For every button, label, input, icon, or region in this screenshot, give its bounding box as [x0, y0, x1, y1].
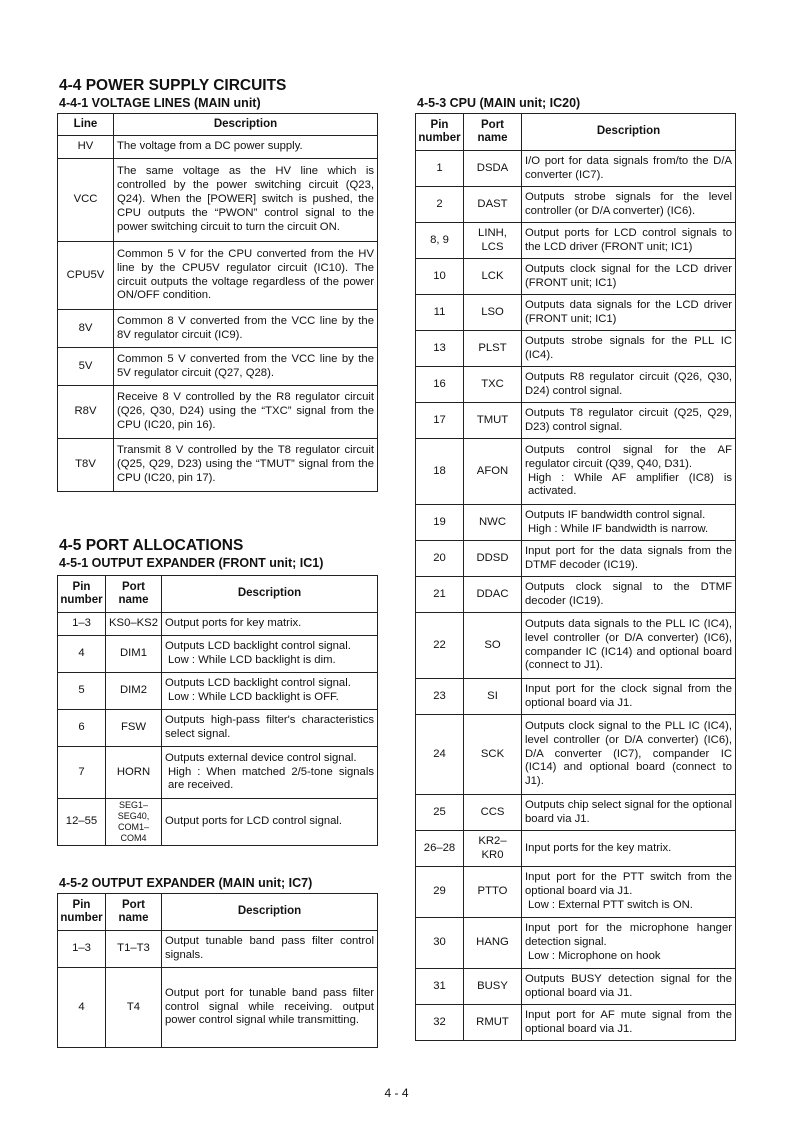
description-cell: [522, 715, 736, 795]
description-cell: [522, 795, 736, 831]
table-row: [416, 439, 736, 505]
cpu-ports-table: [415, 113, 736, 1041]
table-row: [416, 187, 736, 223]
pin-cell: 24: [416, 715, 464, 795]
description-text: Output ports for key matrix.: [165, 617, 302, 630]
description-text: Outputs LCD backlight control signal.: [165, 677, 351, 690]
description-cell: [522, 867, 736, 918]
table-row: [416, 505, 736, 541]
description-cell: [522, 403, 736, 439]
table-row: [58, 242, 378, 310]
table-row: [58, 310, 378, 348]
subsection-title-voltage-lines: 4-4-1 VOLTAGE LINES (MAIN unit): [59, 96, 261, 110]
pin-cell: 19: [416, 505, 464, 541]
table-row: [58, 136, 378, 159]
description-note: Low : While LCD backlight is OFF.: [168, 691, 339, 703]
table-row: [416, 403, 736, 439]
line-cell: VCC: [58, 159, 114, 242]
description-cell: [522, 259, 736, 295]
section-title-port-allocations: 4-5 PORT ALLOCATIONS: [59, 537, 244, 554]
pin-cell: 17: [416, 403, 464, 439]
description-cell: Receive 8 V controlled by the R8 regulator circuit (Q26, Q30, D24) using the “TXC” signal from the CPU (IC20, pin 16).: [114, 386, 378, 439]
description-cell: Common 5 V for the CPU converted from the HV line by the CPU5V regulator circuit (IC10). The circuit outputs the voltage regardless of the power ON/OFF condition.: [114, 242, 378, 310]
table-row: [58, 747, 378, 799]
table-row: [416, 613, 736, 679]
description-note: High : While AF amplifier (IC8) is activated.: [528, 471, 732, 498]
subsection-title-main-expander: 4-5-2 OUTPUT EXPANDER (MAIN unit; IC7): [59, 876, 313, 890]
table-row: [416, 577, 736, 613]
pin-cell: 18: [416, 439, 464, 505]
table-row: [416, 969, 736, 1005]
table-row: [416, 867, 736, 918]
port-cell: DIM2: [106, 673, 162, 710]
pin-cell: 8, 9: [416, 223, 464, 259]
description-text: Outputs clock signal to the PLL IC (IC4), level controller (or D/A converter) (IC6), D/A converter (IC7), compander IC (IC14) and optional board (connect to J1).: [525, 719, 732, 788]
pin-cell: 7: [58, 747, 106, 799]
header-pin-number: Pin number: [58, 576, 106, 613]
description-note: High : While IF bandwidth is narrow.: [528, 522, 709, 535]
port-cell: DAST: [464, 187, 522, 223]
description-cell: [522, 918, 736, 969]
description-text: Outputs high-pass filter's characteristics select signal.: [165, 714, 374, 740]
table-row: [416, 295, 736, 331]
pin-cell: 26–28: [416, 831, 464, 867]
description-cell: [522, 505, 736, 541]
description-cell: [522, 151, 736, 187]
pin-cell: 31: [416, 969, 464, 1005]
port-cell: PTTO: [464, 867, 522, 918]
description-cell: [162, 613, 378, 636]
description-text: Output ports for LCD control signal.: [165, 815, 343, 828]
port-cell: CCS: [464, 795, 522, 831]
table-row: [58, 968, 378, 1048]
description-cell: [522, 679, 736, 715]
port-cell: LINH, LCS: [464, 223, 522, 259]
pin-cell: 1–3: [58, 931, 106, 968]
line-cell: HV: [58, 136, 114, 159]
table-row: [416, 367, 736, 403]
port-cell: SI: [464, 679, 522, 715]
description-text: Outputs data signals for the LCD driver (FRONT unit; IC1): [525, 298, 732, 325]
table-row: [58, 159, 378, 242]
table-row: [58, 673, 378, 710]
port-cell: DDAC: [464, 577, 522, 613]
line-cell: 8V: [58, 310, 114, 348]
port-cell: TMUT: [464, 403, 522, 439]
pin-cell: 29: [416, 867, 464, 918]
subsection-title-cpu: 4-5-3 CPU (MAIN unit; IC20): [417, 96, 581, 110]
line-cell: 5V: [58, 348, 114, 386]
pin-cell: 4: [58, 636, 106, 673]
description-cell: Common 5 V converted from the VCC line by the 5V regulator circuit (Q27, Q28).: [114, 348, 378, 386]
description-cell: [522, 969, 736, 1005]
port-cell: KS0–KS2: [106, 613, 162, 636]
description-note: Low : Microphone on hook: [528, 949, 661, 962]
header-line: Line: [58, 114, 114, 136]
description-cell: [522, 831, 736, 867]
table-row: [58, 439, 378, 492]
pin-cell: 16: [416, 367, 464, 403]
port-cell: SO: [464, 613, 522, 679]
pin-cell: 4: [58, 968, 106, 1048]
pin-cell: 1: [416, 151, 464, 187]
description-text: Input port for the PTT switch from the optional board via J1.: [525, 871, 732, 898]
description-cell: [522, 1005, 736, 1041]
line-cell: R8V: [58, 386, 114, 439]
description-cell: [522, 367, 736, 403]
description-text: Outputs control signal for the AF regulator circuit (Q39, Q40, D31).: [525, 443, 732, 470]
port-cell: BUSY: [464, 969, 522, 1005]
pin-cell: 5: [58, 673, 106, 710]
table-row: [416, 1005, 736, 1041]
table-row: [416, 715, 736, 795]
port-cell: DSDA: [464, 151, 522, 187]
line-cell: CPU5V: [58, 242, 114, 310]
front-expander-table: [57, 575, 378, 846]
port-cell: KR2– KR0: [464, 831, 522, 867]
description-text: Outputs strobe signals for the level controller (or D/A converter) (IC6).: [525, 190, 732, 217]
description-text: Outputs strobe signals for the PLL IC (IC4).: [525, 334, 732, 361]
description-text: Outputs clock signal to the DTMF decoder (IC19).: [525, 580, 732, 607]
pin-cell: 10: [416, 259, 464, 295]
table-row: [58, 613, 378, 636]
description-cell: [522, 577, 736, 613]
table-row: [416, 223, 736, 259]
pin-cell: 1–3: [58, 613, 106, 636]
header-pin-number: Pin number: [58, 894, 106, 931]
port-cell: DIM1: [106, 636, 162, 673]
description-cell: [162, 747, 378, 799]
description-text: Outputs LCD backlight control signal.: [165, 640, 351, 653]
port-cell: TXC: [464, 367, 522, 403]
description-cell: [522, 187, 736, 223]
table-row: [58, 799, 378, 846]
pin-cell: 30: [416, 918, 464, 969]
pin-cell: 25: [416, 795, 464, 831]
description-text: Outputs IF bandwidth control signal.: [525, 508, 706, 521]
port-cell: RMUT: [464, 1005, 522, 1041]
pin-cell: 11: [416, 295, 464, 331]
description-cell: [162, 799, 378, 846]
section-title-power-supply: 4-4 POWER SUPPLY CIRCUITS: [59, 77, 287, 94]
port-cell: T1–T3: [106, 931, 162, 968]
description-text: Outputs external device control signal.: [165, 751, 357, 764]
header-description: Description: [162, 894, 378, 931]
header-description: Description: [162, 576, 378, 613]
voltage-lines-table: [57, 113, 378, 492]
pin-cell: 2: [416, 187, 464, 223]
description-text: I/O port for data signals from/to the D/A converter (IC7).: [525, 154, 732, 181]
header-description: Description: [522, 114, 736, 151]
table-row: [416, 259, 736, 295]
table-row: [58, 386, 378, 439]
description-text: Input ports for the key matrix.: [525, 841, 672, 854]
table-row: [416, 679, 736, 715]
header-port-name: Port name: [106, 576, 162, 613]
description-cell: [522, 295, 736, 331]
table-row: [416, 151, 736, 187]
table-row: [58, 931, 378, 968]
pin-cell: 12–55: [58, 799, 106, 846]
description-cell: [162, 710, 378, 747]
port-cell: NWC: [464, 505, 522, 541]
pin-cell: 6: [58, 710, 106, 747]
port-cell: LCK: [464, 259, 522, 295]
description-note: High : When matched 2/5-tone signals are received.: [168, 765, 374, 792]
header-pin-number: Pin number: [416, 114, 464, 151]
pin-cell: 13: [416, 331, 464, 367]
description-text: Input port for the data signals from the DTMF decoder (IC19).: [525, 544, 732, 571]
pin-cell: 32: [416, 1005, 464, 1041]
description-text: Output ports for LCD control signals to the LCD driver (FRONT unit; IC1): [525, 226, 732, 253]
pin-cell: 22: [416, 613, 464, 679]
description-text: Input port for AF mute signal from the optional board via J1.: [525, 1008, 732, 1035]
line-cell: T8V: [58, 439, 114, 492]
table-row: [416, 541, 736, 577]
page-number: 4 - 4: [384, 1086, 409, 1100]
port-cell: SCK: [464, 715, 522, 795]
description-cell: [162, 673, 378, 710]
description-cell: [162, 636, 378, 673]
description-cell: Output port for tunable band pass filter control signal while receiving. output power control signal while transmitting.: [162, 968, 378, 1048]
main-expander-table: [57, 893, 378, 1048]
table-row: [58, 710, 378, 747]
table-row: [416, 795, 736, 831]
description-cell: Common 8 V converted from the VCC line by the 8V regulator circuit (IC9).: [114, 310, 378, 348]
port-cell: T4: [106, 968, 162, 1048]
port-cell: LSO: [464, 295, 522, 331]
header-port-name: Port name: [106, 894, 162, 931]
pin-cell: 20: [416, 541, 464, 577]
description-cell: [522, 331, 736, 367]
table-row: [416, 831, 736, 867]
description-text: Input port for the microphone hanger detection signal.: [525, 922, 732, 949]
port-cell: HORN: [106, 747, 162, 799]
description-text: Outputs BUSY detection signal for the optional board via J1.: [525, 972, 732, 999]
port-cell: PLST: [464, 331, 522, 367]
description-note: Low : While LCD backlight is dim.: [168, 654, 336, 666]
description-cell: [522, 439, 736, 505]
table-row: [58, 636, 378, 673]
description-cell: The same voltage as the HV line which is controlled by the power switching circuit (Q23, Q24). When the [POWER] switch is pushed, the CPU outputs the “PWON” control signal to the power switching circuit to turn the circuit ON.: [114, 159, 378, 242]
description-text: Outputs chip select signal for the optional board via J1.: [525, 798, 732, 825]
description-cell: [522, 541, 736, 577]
table-row: [58, 348, 378, 386]
description-text: Outputs R8 regulator circuit (Q26, Q30, D24) control signal.: [525, 370, 732, 397]
port-cell: FSW: [106, 710, 162, 747]
subsection-title-front-expander: 4-5-1 OUTPUT EXPANDER (FRONT unit; IC1): [59, 556, 324, 570]
description-cell: Output tunable band pass filter control signals.: [162, 931, 378, 968]
port-cell: AFON: [464, 439, 522, 505]
table-row: [416, 918, 736, 969]
header-port-name: Port name: [464, 114, 522, 151]
description-cell: The voltage from a DC power supply.: [114, 136, 378, 159]
header-description: Description: [114, 114, 378, 136]
description-note: Low : External PTT switch is ON.: [528, 898, 693, 911]
port-cell: HANG: [464, 918, 522, 969]
description-cell: [522, 613, 736, 679]
port-cell: SEG1–SEG40, COM1–COM4: [106, 799, 162, 846]
description-cell: [522, 223, 736, 259]
description-text: Outputs T8 regulator circuit (Q25, Q29, D23) control signal.: [525, 406, 732, 433]
table-row: [416, 331, 736, 367]
description-text: Outputs clock signal for the LCD driver (FRONT unit; IC1): [525, 262, 732, 289]
description-text: Outputs data signals to the PLL IC (IC4), level controller (or D/A converter) (IC6), compander IC (IC14) and optional board (connect to J1).: [525, 617, 732, 672]
description-cell: Transmit 8 V controlled by the T8 regulator circuit (Q25, Q29, D23) using the “TMUT” signal from the CPU (IC20, pin 17).: [114, 439, 378, 492]
pin-cell: 23: [416, 679, 464, 715]
port-cell: DDSD: [464, 541, 522, 577]
pin-cell: 21: [416, 577, 464, 613]
description-text: Input port for the clock signal from the optional board via J1.: [525, 682, 732, 709]
